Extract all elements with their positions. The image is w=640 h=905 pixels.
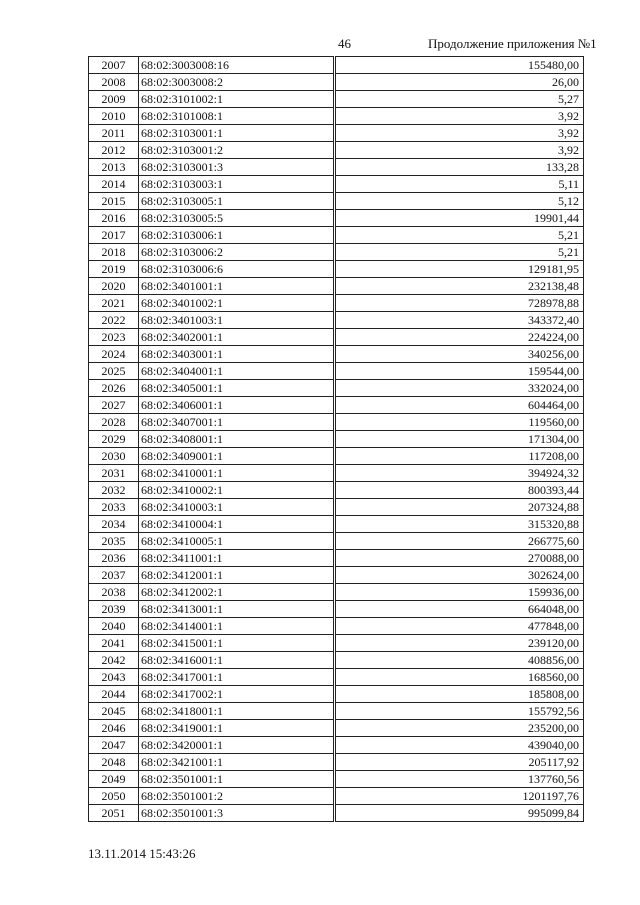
- row-number: 2044: [89, 686, 139, 703]
- cadastral-value: 168560,00: [336, 669, 584, 686]
- cadastral-value-table: [88, 56, 584, 822]
- table-row: [89, 278, 584, 295]
- table-row: [89, 720, 584, 737]
- cadastral-number: 68:02:3410001:1: [139, 465, 334, 482]
- cadastral-value: 239120,00: [336, 635, 584, 652]
- cadastral-number: 68:02:3412002:1: [139, 584, 334, 601]
- table-row: [89, 788, 584, 805]
- cadastral-value: 26,00: [336, 74, 584, 91]
- table-row: [89, 193, 584, 210]
- cadastral-value: 340256,00: [336, 346, 584, 363]
- row-number: 2021: [89, 295, 139, 312]
- row-number: 2019: [89, 261, 139, 278]
- cadastral-number: 68:02:3402001:1: [139, 329, 334, 346]
- row-number: 2030: [89, 448, 139, 465]
- cadastral-number: 68:02:3103001:3: [139, 159, 334, 176]
- cadastral-value: 129181,95: [336, 261, 584, 278]
- cadastral-value: 224224,00: [336, 329, 584, 346]
- cadastral-value: 266775,60: [336, 533, 584, 550]
- row-number: 2015: [89, 193, 139, 210]
- cadastral-value: 477848,00: [336, 618, 584, 635]
- cadastral-value: 5,21: [336, 227, 584, 244]
- row-number: 2047: [89, 737, 139, 754]
- cadastral-number: 68:02:3003008:2: [139, 74, 334, 91]
- table-row: [89, 465, 584, 482]
- cadastral-number: 68:02:3410005:1: [139, 533, 334, 550]
- table-row: [89, 261, 584, 278]
- cadastral-value: 343372,40: [336, 312, 584, 329]
- row-number: 2007: [89, 57, 139, 74]
- table-row: [89, 74, 584, 91]
- table-row: [89, 805, 584, 822]
- row-number: 2043: [89, 669, 139, 686]
- row-number: 2040: [89, 618, 139, 635]
- table-row: [89, 448, 584, 465]
- cadastral-number: 68:02:3412001:1: [139, 567, 334, 584]
- print-timestamp: 13.11.2014 15:43:26: [88, 846, 196, 861]
- cadastral-value: 800393,44: [336, 482, 584, 499]
- cadastral-value: 159544,00: [336, 363, 584, 380]
- row-number: 2048: [89, 754, 139, 771]
- cadastral-number: 68:02:3401002:1: [139, 295, 334, 312]
- cadastral-value: 119560,00: [336, 414, 584, 431]
- cadastral-number: 68:02:3419001:1: [139, 720, 334, 737]
- row-number: 2026: [89, 380, 139, 397]
- cadastral-value: 995099,84: [336, 805, 584, 822]
- cadastral-number: 68:02:3409001:1: [139, 448, 334, 465]
- row-number: 2028: [89, 414, 139, 431]
- table-row: [89, 550, 584, 567]
- row-number: 2041: [89, 635, 139, 652]
- cadastral-number: 68:02:3501001:2: [139, 788, 334, 805]
- cadastral-number: 68:02:3418001:1: [139, 703, 334, 720]
- cadastral-value: 408856,00: [336, 652, 584, 669]
- cadastral-number: 68:02:3103006:2: [139, 244, 334, 261]
- cadastral-number: 68:02:3410003:1: [139, 499, 334, 516]
- row-number: 2046: [89, 720, 139, 737]
- row-number: 2033: [89, 499, 139, 516]
- cadastral-number: 68:02:3103006:6: [139, 261, 334, 278]
- table-body: [89, 57, 584, 822]
- cadastral-number: 68:02:3103001:2: [139, 142, 334, 159]
- cadastral-value: 207324,88: [336, 499, 584, 516]
- row-number: 2039: [89, 601, 139, 618]
- cadastral-value: 332024,00: [336, 380, 584, 397]
- table-row: [89, 142, 584, 159]
- row-number: 2009: [89, 91, 139, 108]
- table-row: [89, 108, 584, 125]
- cadastral-number: 68:02:3415001:1: [139, 635, 334, 652]
- cadastral-number: 68:02:3410004:1: [139, 516, 334, 533]
- cadastral-number: 68:02:3003008:16: [139, 57, 334, 74]
- cadastral-number: 68:02:3404001:1: [139, 363, 334, 380]
- table-row: [89, 312, 584, 329]
- table-row: [89, 380, 584, 397]
- table-row: [89, 771, 584, 788]
- row-number: 2020: [89, 278, 139, 295]
- table-row: [89, 210, 584, 227]
- cadastral-value: 728978,88: [336, 295, 584, 312]
- table-row: [89, 329, 584, 346]
- cadastral-value: 133,28: [336, 159, 584, 176]
- cadastral-value: 394924,32: [336, 465, 584, 482]
- table-row: [89, 516, 584, 533]
- cadastral-value: 5,12: [336, 193, 584, 210]
- cadastral-number: 68:02:3407001:1: [139, 414, 334, 431]
- table-row: [89, 601, 584, 618]
- cadastral-value: 171304,00: [336, 431, 584, 448]
- table-row: [89, 363, 584, 380]
- cadastral-number: 68:02:3401001:1: [139, 278, 334, 295]
- cadastral-number: 68:02:3405001:1: [139, 380, 334, 397]
- table-row: [89, 125, 584, 142]
- table-row: [89, 431, 584, 448]
- cadastral-number: 68:02:3501001:3: [139, 805, 334, 822]
- page-number: 46: [338, 36, 351, 51]
- row-number: 2050: [89, 788, 139, 805]
- cadastral-value: 205117,92: [336, 754, 584, 771]
- row-number: 2016: [89, 210, 139, 227]
- table-row: [89, 635, 584, 652]
- row-number: 2038: [89, 584, 139, 601]
- table-row: [89, 91, 584, 108]
- cadastral-number: 68:02:3103005:1: [139, 193, 334, 210]
- cadastral-value: 5,27: [336, 91, 584, 108]
- cadastral-number: 68:02:3101008:1: [139, 108, 334, 125]
- cadastral-value: 5,21: [336, 244, 584, 261]
- cadastral-value: 159936,00: [336, 584, 584, 601]
- cadastral-number: 68:02:3410002:1: [139, 482, 334, 499]
- row-number: 2032: [89, 482, 139, 499]
- table-row: [89, 57, 584, 74]
- cadastral-value: 270088,00: [336, 550, 584, 567]
- table-row: [89, 584, 584, 601]
- row-number: 2014: [89, 176, 139, 193]
- table-row: [89, 652, 584, 669]
- cadastral-value: 155480,00: [336, 57, 584, 74]
- row-number: 2031: [89, 465, 139, 482]
- cadastral-number: 68:02:3411001:1: [139, 550, 334, 567]
- table-row: [89, 669, 584, 686]
- cadastral-value: 315320,88: [336, 516, 584, 533]
- cadastral-number: 68:02:3103001:1: [139, 125, 334, 142]
- table-row: [89, 414, 584, 431]
- table-row: [89, 533, 584, 550]
- cadastral-number: 68:02:3403001:1: [139, 346, 334, 363]
- row-number: 2042: [89, 652, 139, 669]
- cadastral-number: 68:02:3501001:1: [139, 771, 334, 788]
- row-number: 2010: [89, 108, 139, 125]
- row-number: 2036: [89, 550, 139, 567]
- table-row: [89, 176, 584, 193]
- row-number: 2017: [89, 227, 139, 244]
- table-row: [89, 227, 584, 244]
- table-row: [89, 397, 584, 414]
- table-row: [89, 482, 584, 499]
- row-number: 2037: [89, 567, 139, 584]
- row-number: 2051: [89, 805, 139, 822]
- table-row: [89, 618, 584, 635]
- cadastral-number: 68:02:3421001:1: [139, 754, 334, 771]
- cadastral-number: 68:02:3413001:1: [139, 601, 334, 618]
- row-number: 2034: [89, 516, 139, 533]
- cadastral-number: 68:02:3401003:1: [139, 312, 334, 329]
- table-row: [89, 737, 584, 754]
- cadastral-number: 68:02:3417001:1: [139, 669, 334, 686]
- table-row: [89, 754, 584, 771]
- cadastral-number: 68:02:3414001:1: [139, 618, 334, 635]
- row-number: 2012: [89, 142, 139, 159]
- cadastral-value: 604464,00: [336, 397, 584, 414]
- cadastral-value: 117208,00: [336, 448, 584, 465]
- cadastral-number: 68:02:3416001:1: [139, 652, 334, 669]
- table-row: [89, 346, 584, 363]
- cadastral-number: 68:02:3103005:5: [139, 210, 334, 227]
- cadastral-number: 68:02:3101002:1: [139, 91, 334, 108]
- row-number: 2008: [89, 74, 139, 91]
- cadastral-value: 664048,00: [336, 601, 584, 618]
- row-number: 2049: [89, 771, 139, 788]
- cadastral-value: 1201197,76: [336, 788, 584, 805]
- cadastral-number: 68:02:3406001:1: [139, 397, 334, 414]
- cadastral-number: 68:02:3420001:1: [139, 737, 334, 754]
- row-number: 2045: [89, 703, 139, 720]
- row-number: 2011: [89, 125, 139, 142]
- row-number: 2035: [89, 533, 139, 550]
- cadastral-value: 3,92: [336, 142, 584, 159]
- appendix-continuation-label: Продолжение приложения №1: [428, 36, 597, 51]
- table-row: [89, 244, 584, 261]
- cadastral-number: 68:02:3408001:1: [139, 431, 334, 448]
- row-number: 2022: [89, 312, 139, 329]
- row-number: 2023: [89, 329, 139, 346]
- table-row: [89, 567, 584, 584]
- cadastral-number: 68:02:3103006:1: [139, 227, 334, 244]
- cadastral-value: 5,11: [336, 176, 584, 193]
- table-row: [89, 703, 584, 720]
- row-number: 2013: [89, 159, 139, 176]
- cadastral-value: 439040,00: [336, 737, 584, 754]
- cadastral-value: 302624,00: [336, 567, 584, 584]
- cadastral-value: 185808,00: [336, 686, 584, 703]
- cadastral-number: 68:02:3417002:1: [139, 686, 334, 703]
- cadastral-number: 68:02:3103003:1: [139, 176, 334, 193]
- table-row: [89, 295, 584, 312]
- row-number: 2027: [89, 397, 139, 414]
- cadastral-value: 3,92: [336, 108, 584, 125]
- cadastral-value: 155792,56: [336, 703, 584, 720]
- row-number: 2018: [89, 244, 139, 261]
- row-number: 2024: [89, 346, 139, 363]
- cadastral-value: 232138,48: [336, 278, 584, 295]
- cadastral-value: 235200,00: [336, 720, 584, 737]
- row-number: 2025: [89, 363, 139, 380]
- cadastral-value: 137760,56: [336, 771, 584, 788]
- cadastral-value: 19901,44: [336, 210, 584, 227]
- row-number: 2029: [89, 431, 139, 448]
- table-row: [89, 159, 584, 176]
- cadastral-value: 3,92: [336, 125, 584, 142]
- table-row: [89, 499, 584, 516]
- table-row: [89, 686, 584, 703]
